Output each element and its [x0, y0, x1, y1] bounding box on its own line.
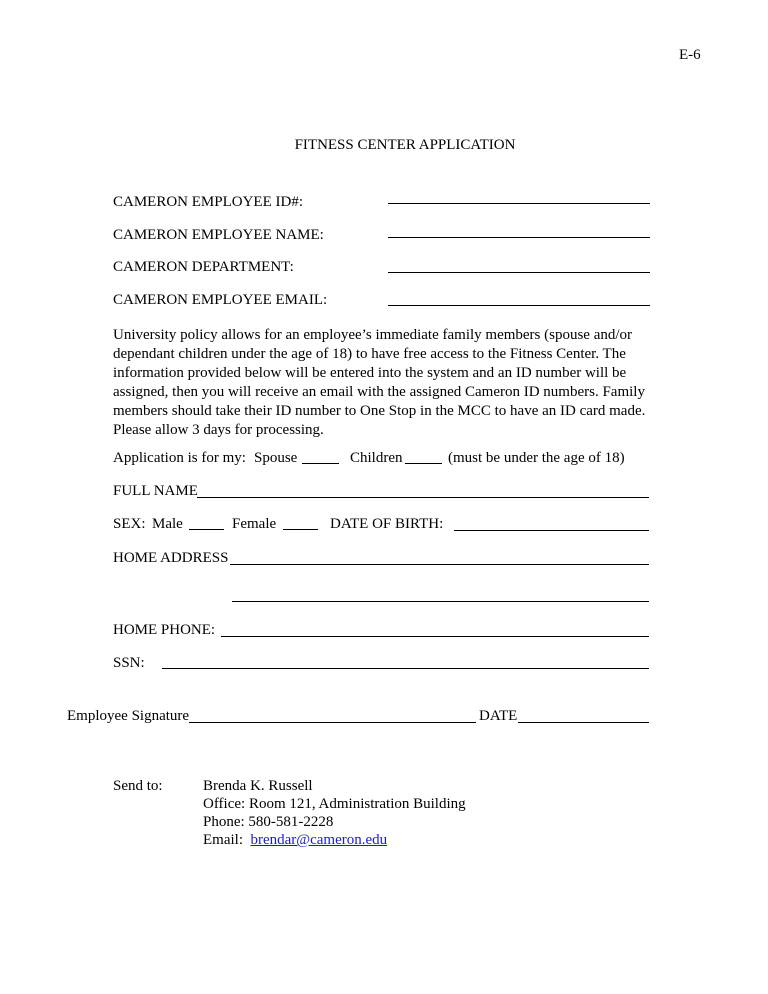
department-label: CAMERON DEPARTMENT:: [113, 259, 294, 275]
contact-phone: Phone: 580-581-2228: [203, 814, 334, 830]
application-for-label: Application is for my:: [113, 450, 246, 466]
contact-email-link[interactable]: brendar@cameron.edu: [250, 832, 388, 848]
employee-name-field[interactable]: [388, 237, 650, 238]
dob-label: DATE OF BIRTH:: [330, 516, 444, 532]
spouse-label: Spouse: [254, 450, 298, 466]
children-label: Children: [350, 450, 403, 466]
employee-signature-label: Employee Signature: [67, 708, 190, 724]
male-field[interactable]: [189, 529, 224, 530]
department-field[interactable]: [388, 272, 650, 273]
employee-id-label: CAMERON EMPLOYEE ID#:: [113, 194, 303, 210]
home-address-field-2[interactable]: [232, 601, 649, 602]
home-address-label: HOME ADDRESS: [113, 550, 229, 566]
spouse-field[interactable]: [302, 463, 339, 464]
send-to-label: Send to:: [113, 778, 163, 794]
contact-email-row: [203, 832, 387, 849]
age-note: (must be under the age of 18): [448, 450, 625, 466]
policy-paragraph: University policy allows for an employee’s immediate family members (spouse and/or dependant children under the age of 18) to have free access to the Fitness Center. The information provided below will be entered into the system and an ID number will be assigned, then you will receive an email with the assigned Cameron ID numbers. Family members should take their ID number to One Stop in the MCC to have an ID card made. Please allow 3 days for processing.: [113, 327, 646, 438]
home-address-field-1[interactable]: [230, 564, 649, 565]
dob-field[interactable]: [454, 530, 649, 531]
employee-name-label: CAMERON EMPLOYEE NAME:: [113, 227, 324, 243]
employee-email-field[interactable]: [388, 305, 650, 306]
employee-email-label: CAMERON EMPLOYEE EMAIL:: [113, 292, 328, 308]
contact-office: Office: Room 121, Administration Building: [203, 796, 466, 812]
date-label: DATE: [479, 708, 518, 724]
employee-id-field[interactable]: [388, 203, 650, 204]
ssn-label: SSN:: [113, 655, 145, 671]
full-name-label: FULL NAME: [113, 483, 198, 499]
contact-name: Brenda K. Russell: [203, 778, 313, 794]
sex-label: SEX:: [113, 516, 146, 532]
home-phone-label: HOME PHONE:: [113, 622, 216, 638]
contact-email-label: Email:: [203, 832, 243, 848]
form-title: FITNESS CENTER APPLICATION: [294, 137, 516, 153]
female-label: Female: [232, 516, 277, 532]
home-phone-field[interactable]: [221, 636, 649, 637]
date-field[interactable]: [518, 722, 649, 723]
male-label: Male: [152, 516, 183, 532]
female-field[interactable]: [283, 529, 318, 530]
employee-signature-field[interactable]: [189, 722, 476, 723]
children-field[interactable]: [405, 463, 442, 464]
page-code: E-6: [679, 47, 701, 63]
ssn-field[interactable]: [162, 668, 649, 669]
full-name-field[interactable]: [197, 497, 649, 498]
